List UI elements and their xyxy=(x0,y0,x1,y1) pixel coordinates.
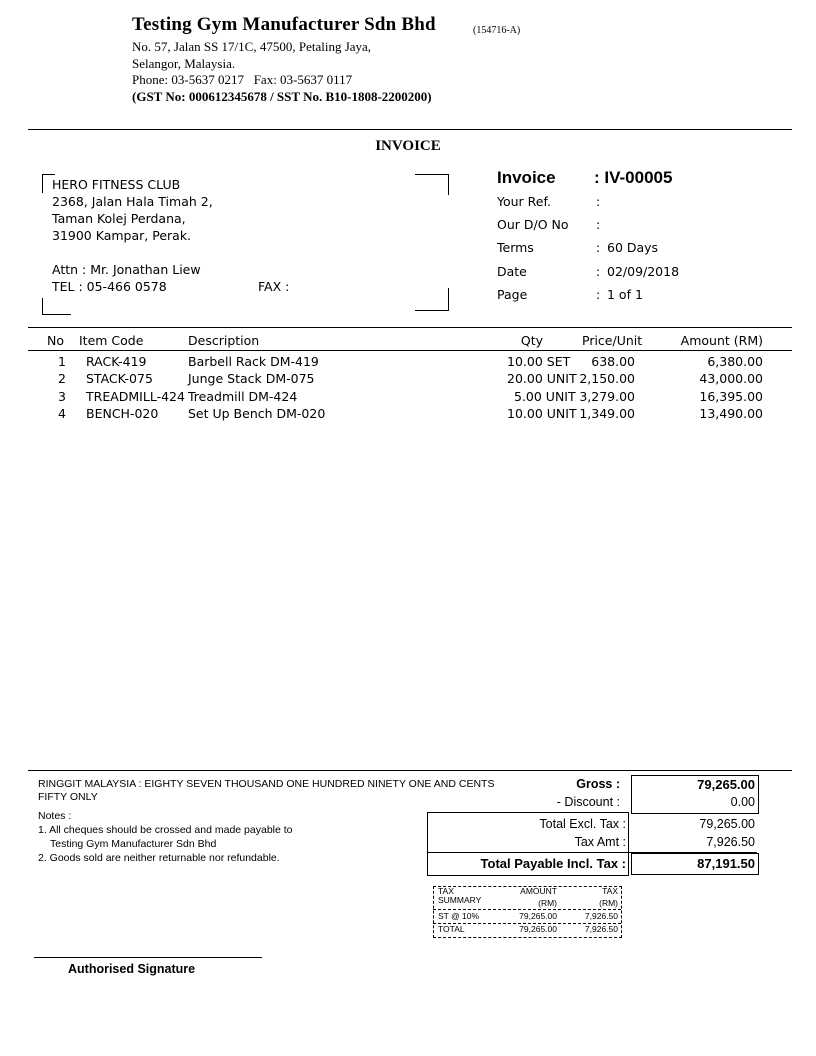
authorised-signature-label: Authorised Signature xyxy=(68,962,196,976)
company-gst-sst: (GST No: 000612345678 / SST No. B10-1808-2200200) xyxy=(132,89,432,104)
company-address-line2: Selangor, Malaysia. xyxy=(132,56,236,71)
table-header-divider xyxy=(28,350,792,351)
discount-label: - Discount : xyxy=(556,795,620,809)
terms-colon: : xyxy=(596,240,601,255)
tax-amt-label: Tax Amt : xyxy=(574,835,626,849)
date-colon: : xyxy=(596,264,601,279)
terms-label: Terms xyxy=(497,240,534,255)
row-amount: 43,000.00 xyxy=(699,371,763,386)
tax-amt-value: 7,926.50 xyxy=(706,835,755,849)
gross-value: 79,265.00 xyxy=(697,777,755,792)
row-item-code: BENCH-020 xyxy=(86,406,159,421)
bracket-bottom-right xyxy=(415,288,449,311)
terms-value: 60 Days xyxy=(607,240,659,255)
row-amount: 13,490.00 xyxy=(699,406,763,421)
row-item-code: RACK-419 xyxy=(86,354,147,369)
col-header-amount: Amount (RM) xyxy=(680,333,763,348)
signature-line xyxy=(34,957,262,958)
tax-summary-header-col2-line2: (RM) xyxy=(538,898,557,908)
invoice-number: : IV-00005 xyxy=(594,168,673,187)
date-value: 02/09/2018 xyxy=(607,264,680,279)
row-no: 4 xyxy=(58,406,66,421)
row-item-code: TREADMILL-424 xyxy=(86,389,185,404)
page-colon: : xyxy=(596,287,601,302)
row-no: 1 xyxy=(58,354,66,369)
col-header-item-code: Item Code xyxy=(79,333,144,348)
row-no: 3 xyxy=(58,389,66,404)
row-item-code: STACK-075 xyxy=(86,371,153,386)
bracket-bottom-left xyxy=(42,298,71,315)
total-payable-label: Total Payable Incl. Tax : xyxy=(480,856,626,871)
gross-label: Gross : xyxy=(576,777,620,791)
invoice-label: Invoice xyxy=(497,168,556,187)
tax-summary-total-amount: 79,265.00 xyxy=(519,924,557,934)
company-phone-fax: Phone: 03-5637 0217 Fax: 03-5637 0117 xyxy=(132,72,353,87)
company-reg-no: (154716-A) xyxy=(473,25,521,36)
col-header-qty: Qty xyxy=(520,333,543,348)
total-excl-tax-value: 79,265.00 xyxy=(699,817,755,831)
row-qty: 10.00 SET xyxy=(507,354,571,369)
tax-summary-header-col3-line1: TAX xyxy=(602,886,618,896)
table-top-divider xyxy=(28,327,792,328)
do-no-colon: : xyxy=(596,217,601,232)
tax-summary-header-divider xyxy=(433,909,621,910)
customer-address-line1: 2368, Jalan Hala Timah 2, xyxy=(52,194,213,209)
row-price: 2,150.00 xyxy=(579,371,635,386)
amount-in-words-line1: RINGGIT MALAYSIA : EIGHTY SEVEN THOUSAND ONE HUNDRED NINETY ONE AND CENTS xyxy=(38,778,495,790)
row-no: 2 xyxy=(58,371,66,386)
row-price: 1,349.00 xyxy=(579,406,635,421)
bracket-top-right xyxy=(415,174,449,195)
tax-summary-total-tax: 7,926.50 xyxy=(584,924,618,934)
row-description: Junge Stack DM-075 xyxy=(188,371,315,386)
tax-summary-total-label: TOTAL xyxy=(438,924,465,934)
note-2: 2. Goods sold are neither returnable nor refundable. xyxy=(38,852,280,864)
amount-in-words-line2: FIFTY ONLY xyxy=(38,791,98,803)
customer-name: HERO FITNESS CLUB xyxy=(52,177,181,192)
date-label: Date xyxy=(497,264,527,279)
page-label: Page xyxy=(497,287,528,302)
col-header-no: No xyxy=(47,333,64,348)
row-description: Set Up Bench DM-020 xyxy=(188,406,326,421)
tax-summary-row-amount: 79,265.00 xyxy=(519,911,557,921)
row-qty: 20.00 UNIT xyxy=(507,371,577,386)
tax-summary-row-tax: 7,926.50 xyxy=(584,911,618,921)
do-no-label: Our D/O No xyxy=(497,217,569,232)
footer-divider xyxy=(28,770,792,771)
note-1-line2: Testing Gym Manufacturer Sdn Bhd xyxy=(50,838,217,850)
customer-address-line3: 31900 Kampar, Perak. xyxy=(52,228,192,243)
document-title: INVOICE xyxy=(375,138,441,154)
col-header-price: Price/Unit xyxy=(582,333,643,348)
total-payable-value: 87,191.50 xyxy=(697,856,755,871)
row-amount: 16,395.00 xyxy=(699,389,763,404)
your-ref-label: Your Ref. xyxy=(497,194,551,209)
customer-fax: FAX : xyxy=(258,279,290,294)
col-header-description: Description xyxy=(188,333,260,348)
tax-summary-header-col1-line1: TAX xyxy=(438,886,454,896)
row-qty: 10.00 UNIT xyxy=(507,406,577,421)
row-qty: 5.00 UNIT xyxy=(514,389,576,404)
header-divider xyxy=(28,129,792,130)
customer-address-line2: Taman Kolej Perdana, xyxy=(52,211,186,226)
company-name: Testing Gym Manufacturer Sdn Bhd xyxy=(132,14,436,35)
notes-title: Notes : xyxy=(38,810,72,822)
company-address-line1: No. 57, Jalan SS 17/1C, 47500, Petaling Jaya, xyxy=(132,39,372,54)
customer-attn: Attn : Mr. Jonathan Liew xyxy=(52,262,201,277)
tax-summary-header-col3-line2: (RM) xyxy=(599,898,618,908)
page-value: 1 of 1 xyxy=(607,287,643,302)
tax-summary-header-col1-line2: SUMMARY xyxy=(438,895,482,905)
row-price: 3,279.00 xyxy=(579,389,635,404)
row-amount: 6,380.00 xyxy=(707,354,763,369)
tax-summary-header-col2-line1: AMOUNT xyxy=(520,886,557,896)
row-description: Barbell Rack DM-419 xyxy=(188,354,319,369)
row-price: 638.00 xyxy=(591,354,635,369)
tax-summary-row-label: ST @ 10% xyxy=(438,911,480,921)
discount-value: 0.00 xyxy=(730,795,755,809)
your-ref-colon: : xyxy=(596,194,601,209)
note-1-line1: 1. All cheques should be crossed and made payable to xyxy=(38,824,293,836)
total-excl-tax-label: Total Excl. Tax : xyxy=(539,817,626,831)
row-description: Treadmill DM-424 xyxy=(188,389,298,404)
customer-tel: TEL : 05-466 0578 xyxy=(52,279,167,294)
